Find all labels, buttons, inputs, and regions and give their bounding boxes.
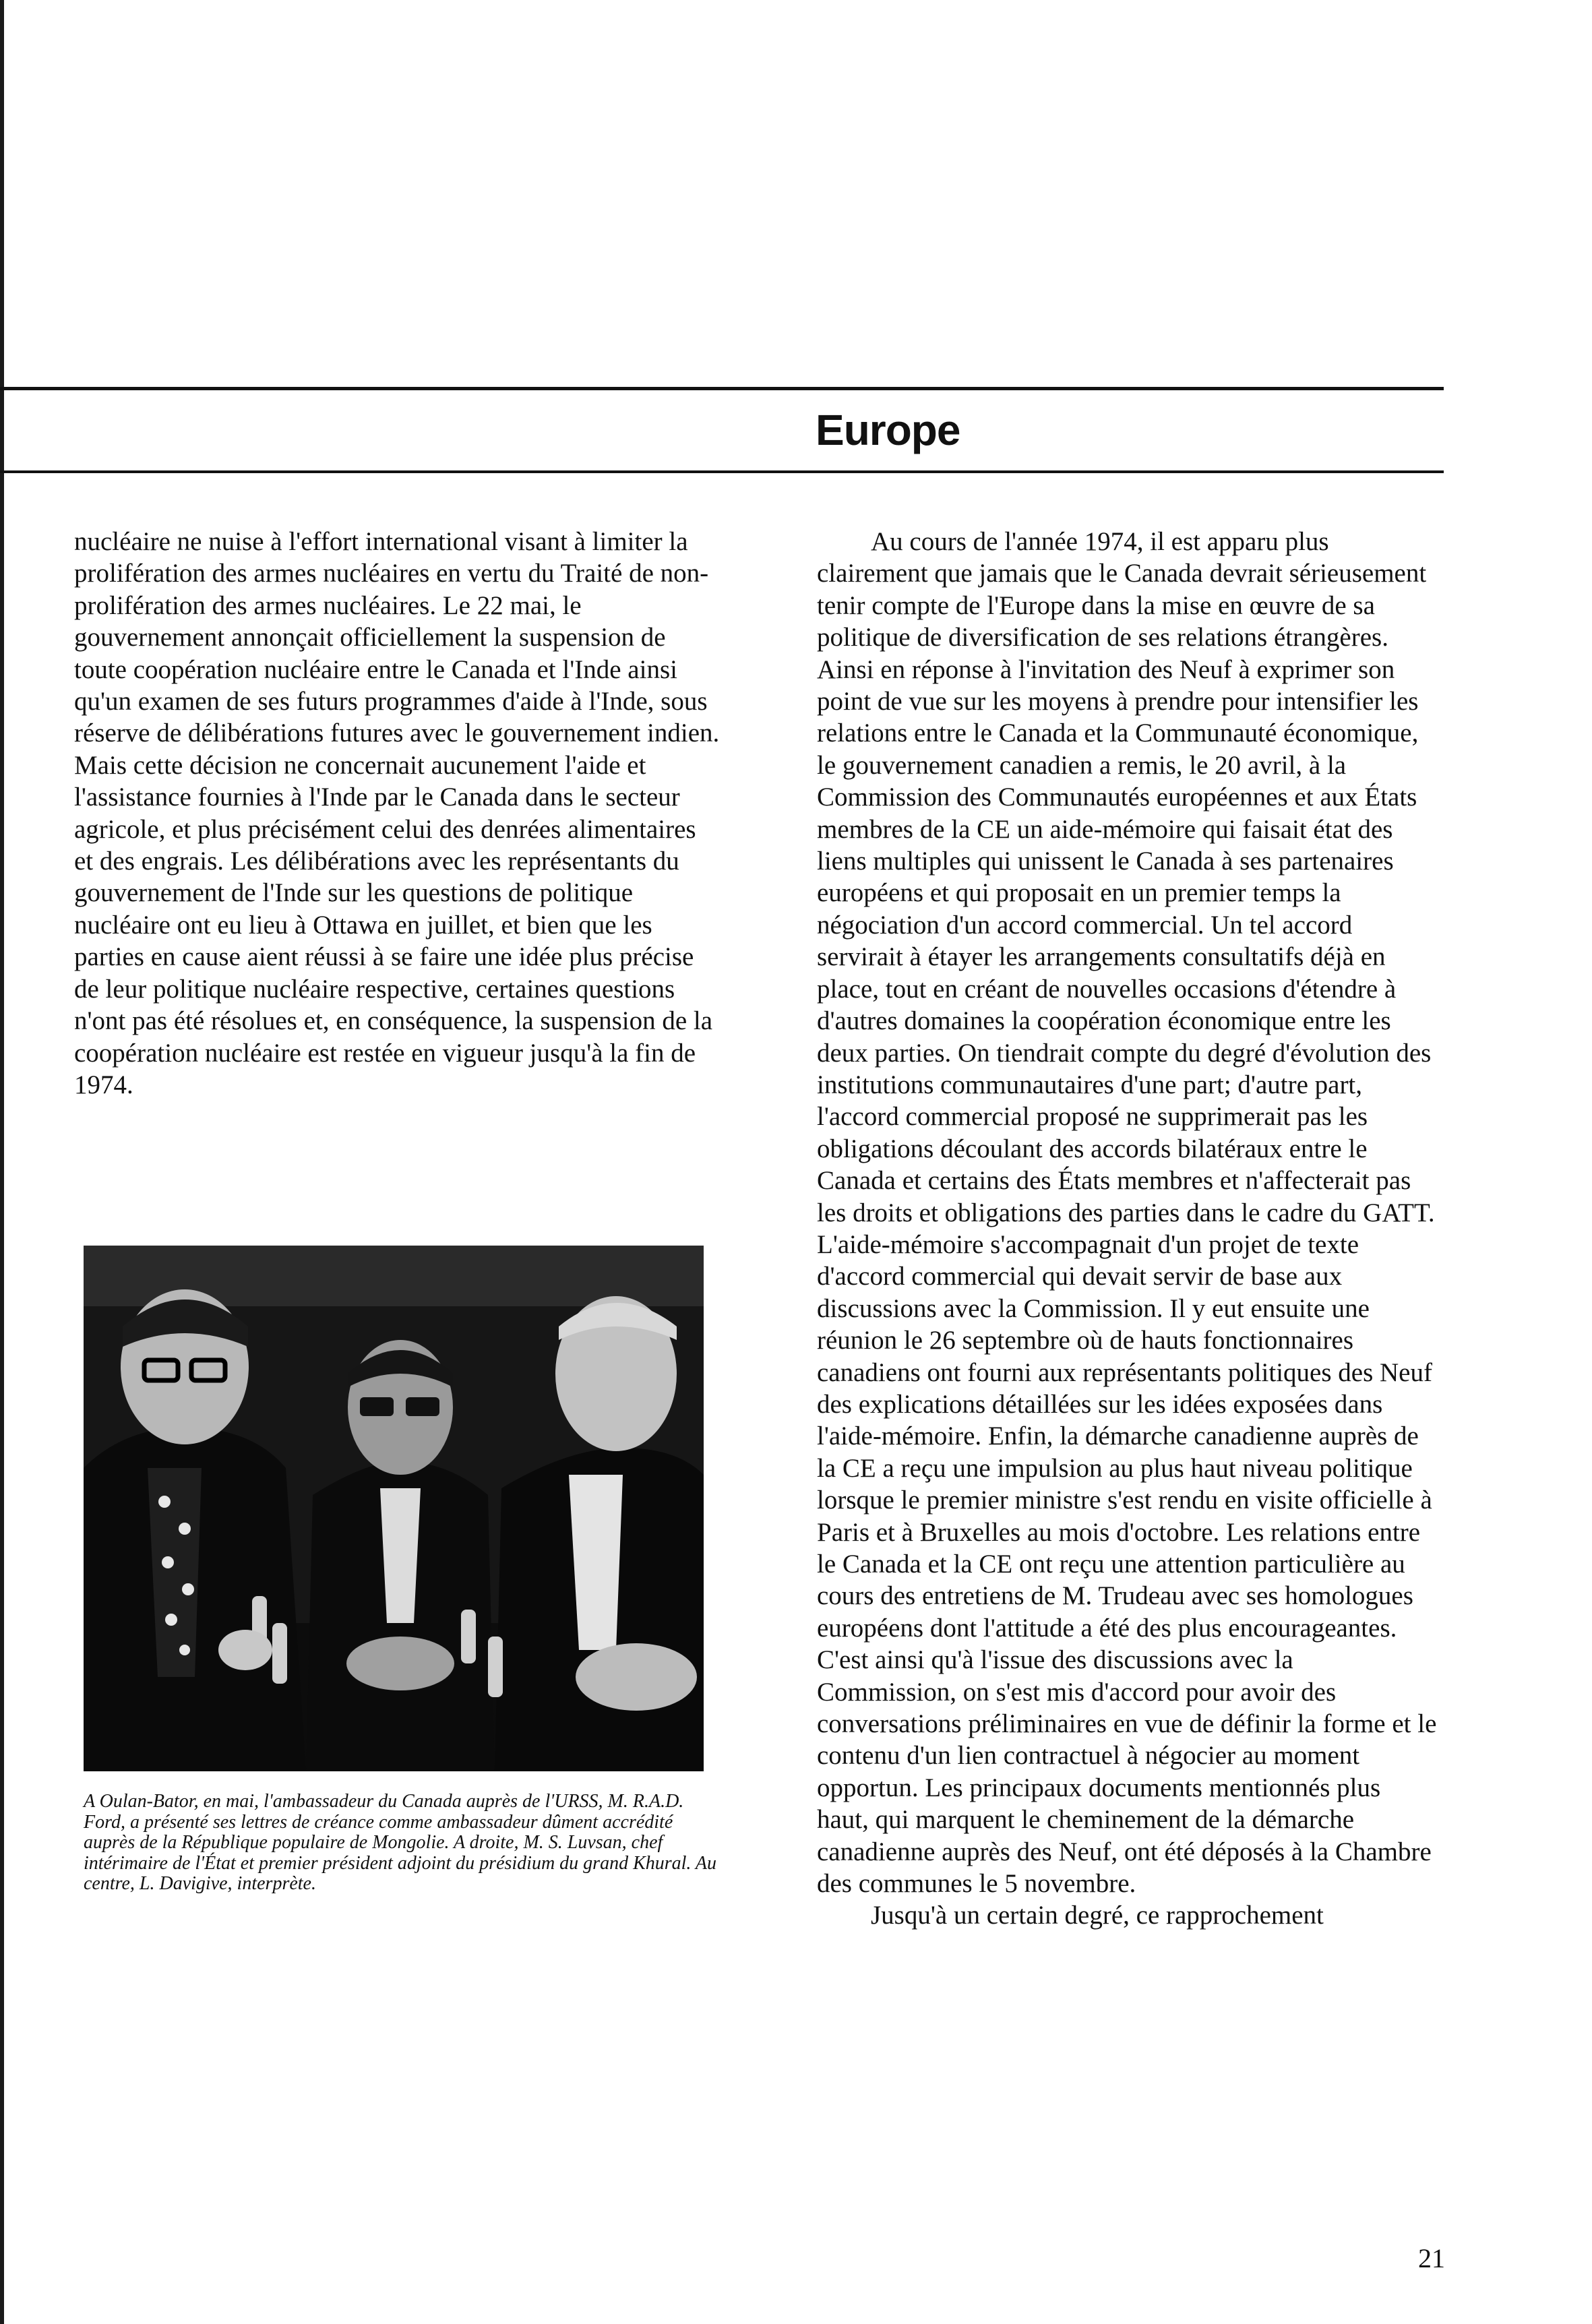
page-number: 21	[1418, 2243, 1445, 2273]
section-title: Europe	[816, 406, 960, 454]
scan-edge	[0, 0, 4, 2324]
photo-illustration	[84, 1246, 704, 1771]
header-rule-bottom	[0, 470, 1444, 473]
left-column-paragraph: nucléaire ne nuise à l'effort international visant à limiter la prolifération des armes nucléaires en vertu du Traité de non-prolifération des armes nucléaires. Le 22 mai, le gouvernement annonçait officiellement la suspension de toute coopération nucléaire entre le Canada et l'Inde ainsi qu'un examen de ses futurs programmes d'aide à l'Inde, sous réserve de délibérations futures avec le gouvernement indien. Mais cette décision ne concernait aucunement l'aide et l'assistance fournies à l'Inde par le Canada dans le secteur agricole, et plus précisément celui des denrées alimentaires et des engrais. Les délibérations avec les représentants du gouvernement de l'Inde sur les questions de politique nucléaire ont eu lieu à Ottawa en juillet, et bien que les parties en cause aient réussi à se faire une idée plus précise de leur politique nucléaire respective, certaines questions n'ont pas été résolues et, en conséquence, la suspension de la coopération nucléaire est restée en vigueur jusqu'à la fin de 1974.	[74, 527, 720, 1099]
photo	[84, 1246, 704, 1771]
right-column-paragraph-1: Au cours de l'année 1974, il est apparu plus clairement que jamais que le Canada devrait sérieusement tenir compte de l'Europe dans la mise en œuvre de sa politique de diversification de ses relations étrangères. Ainsi en réponse à l'invitation des Neuf à exprimer son point de vue sur les moyens à prendre pour intensifier les relations entre le Canada et la Communauté économique, le gouvernement canadien a remis, le 20 avril, à la Commission des Communautés européennes et aux États membres de la CE un aide-mémoire qui faisait état des liens multiples qui unissent le Canada à ses partenaires européens et qui proposait en un premier temps la négociation d'un accord commercial. Un tel accord servirait à étayer les arrangements consultatifs déjà en place, tout en créant de nouvelles occasions d'étendre à d'autres domaines la coopération économique entre les deux parties. On tiendrait compte du degré d'évolution des institutions communautaires d'une part; d'autre part, l'accord commercial proposé ne supprimerait pas les obligations découlant des accords bilatéraux entre le Canada et certains des États membres et n'affecterait pas les droits et obligations des parties dans le cadre du GATT. L'aide-mémoire s'accompagnait d'un projet de texte d'accord commercial qui devait servir de base aux discussions avec la Commission. Il y eut ensuite une réunion le 26 septembre où de hauts fonctionnaires canadiens ont fourni aux représentants politiques des Neuf des explications détaillées sur les idées exposées dans l'aide-mémoire. Enfin, la démarche canadienne auprès de la CE a reçu une impulsion au plus haut niveau politique lorsque le premier ministre s'est rendu en visite officielle à Paris et à Bruxelles au mois d'octobre. Les relations entre le Canada et la CE ont reçu une attention particulière au cours des entretiens de M. Trudeau avec ses homologues européens dont l'attitude a été des plus encourageantes. C'est ainsi qu'à l'issue des discussions avec la Commission, on s'est mis d'accord pour avoir des conversations préliminaires en vue de définir la forme et le contenu d'un lien contractuel à négocier au moment opportun. Les principaux documents mentionnés plus haut, qui marquent le cheminement de la démarche canadienne auprès des Neuf, ont été déposés à la Chambre des communes le 5 novembre.	[817, 527, 1437, 1899]
header-rule-top	[0, 387, 1444, 390]
right-column-paragraph-2: Jusqu'à un certain degré, ce rapprochement	[871, 1901, 1324, 1930]
photo-caption: A Oulan-Bator, en mai, l'ambassadeur du Canada auprès de l'URSS, M. R.A.D. Ford, a présenté ses lettres de créance comme ambassadeur dûment accrédité auprès de la République populaire de Mongolie. A droite, M. S. Luvsan, chef intérimaire de l'État et premier président adjoint du présidium du grand Khural. Au centre, L. Davigive, interprète.	[84, 1791, 717, 1894]
right-column	[817, 526, 1437, 1932]
